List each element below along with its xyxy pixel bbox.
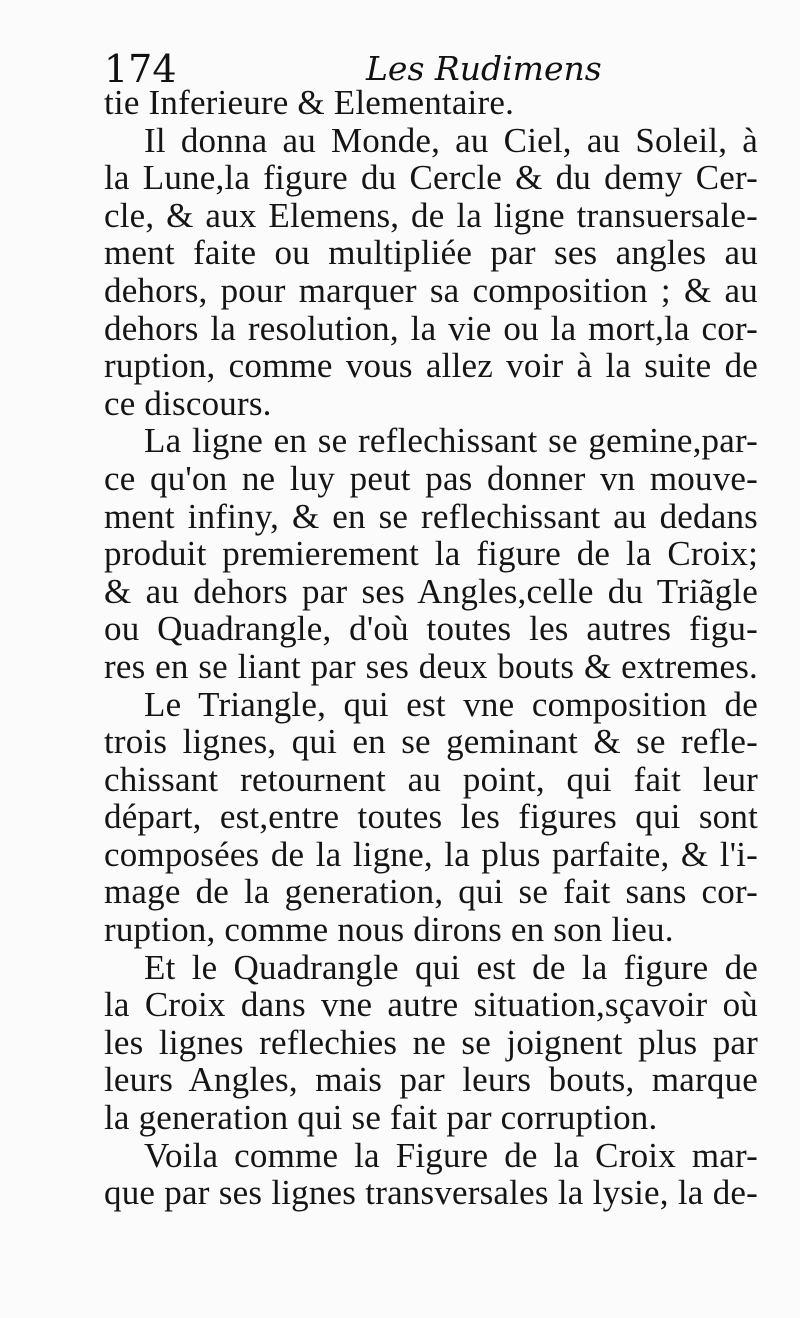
text-line: ruption, comme vous allez voir à la suite de [104, 346, 758, 386]
running-title: Les Rudimens [366, 49, 602, 88]
text-line: Il donna au Monde, au Ciel, au Soleil, à [144, 120, 758, 160]
text-line: la Lune,la figure du Cercle & du demy Cer- [104, 158, 758, 198]
text-line: la Croix dans vne autre situation,sçavoir où [104, 985, 758, 1025]
text-line: que par ses lignes transversales la lysie, la de- [104, 1173, 758, 1213]
text-line: ou Quadrangle, d'où toutes les autres figu- [104, 609, 758, 649]
text-line: mage de la generation, qui se fait sans cor- [104, 872, 758, 912]
text-line: dehors, pour marquer sa composition ; & au [104, 270, 758, 310]
text-line: tie Inferieure & Elementaire. [104, 83, 515, 122]
text-line: produit premierement la figure de la Croix; [104, 534, 758, 574]
text-line: leurs Angles, mais par leurs bouts, marque [104, 1060, 758, 1100]
body-text [104, 84, 758, 1212]
text-line: Voila comme la Figure de la Croix mar- [144, 1135, 758, 1175]
text-line: la generation qui se fait par corruption. [104, 1098, 658, 1138]
text-line: ce qu'on ne luy peut pas donner vn mouve- [104, 458, 758, 498]
text-line: composées de la ligne, la plus parfaite, & l'i- [104, 834, 758, 874]
text-line: Et le Quadrangle qui est de la figure de [144, 947, 758, 987]
text-line: ruption, comme nous dirons en son lieu. [104, 910, 674, 950]
text-line: ce discours. [104, 383, 272, 423]
text-line: chissant retournent au point, qui fait leur [104, 759, 758, 799]
text-line: La ligne en se reflechissant se gemine,par- [144, 421, 758, 461]
text-line: cle, & aux Elemens, de la ligne transuersale- [104, 195, 758, 235]
text-line: & au dehors par ses Angles,celle du Triãgle [104, 571, 758, 611]
text-line: res en se liant par ses deux bouts & extremes. [104, 646, 758, 686]
text-line: les lignes reflechies ne se joignent plus par [104, 1022, 758, 1062]
text-line: départ, est,entre toutes les figures qui sont [104, 797, 758, 837]
text-line: dehors la resolution, la vie ou la mort,la cor- [104, 308, 758, 348]
text-line: ment infiny, & en se reflechissant au dedans [104, 496, 758, 536]
text-line: trois lignes, qui en se geminant & se refle- [104, 722, 758, 762]
text-line: ment faite ou multipliée par ses angles au [104, 233, 758, 273]
page-number: 174 [104, 47, 177, 91]
text-line: Le Triangle, qui est vne composition de [144, 684, 758, 724]
